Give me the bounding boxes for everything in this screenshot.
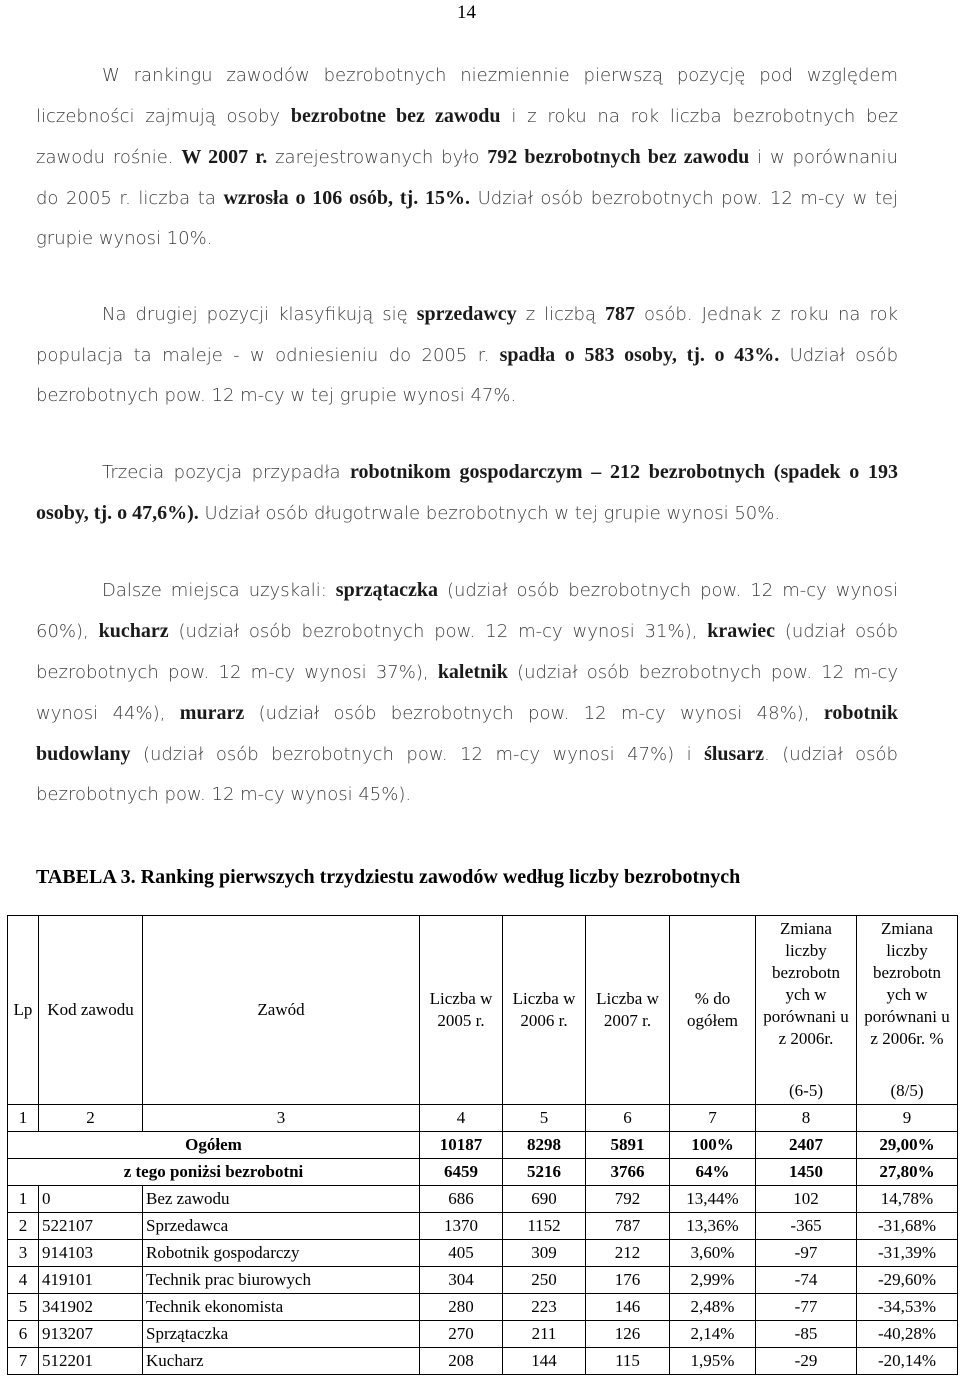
p4-bold-1: sprzątaczka: [335, 579, 438, 601]
table-row: [8, 1348, 958, 1375]
cell-2007: 176: [586, 1267, 670, 1294]
table-row: [8, 1321, 958, 1348]
p1-text-4: i w porównaniu do 2005 r. liczba ta: [36, 147, 898, 209]
cell-2006: 211: [503, 1321, 586, 1348]
cell-2007: 115: [586, 1348, 670, 1375]
cell-zmiana-pct: -31,39%: [857, 1240, 958, 1267]
col-number: 8: [756, 1105, 857, 1132]
paragraph-1: [36, 56, 898, 259]
cell-pct: 64%: [670, 1159, 756, 1186]
summary-label: Ogółem: [8, 1132, 420, 1159]
cell-pct: 2,48%: [670, 1294, 756, 1321]
cell-zmiana: 2407: [756, 1132, 857, 1159]
cell-zmiana-pct: -40,28%: [857, 1321, 958, 1348]
p2-text-2: z liczbą: [525, 304, 596, 325]
p1-bold-3: 792 bezrobotnych bez zawodu: [487, 146, 750, 168]
cell-zmiana: -85: [756, 1321, 857, 1348]
header-pct: % do ogółem: [670, 916, 756, 1105]
p1-bold-1: bezrobotne bez zawodu: [290, 105, 501, 127]
table-row: [8, 1240, 958, 1267]
cell-2006: 690: [503, 1186, 586, 1213]
table-header-row: [8, 916, 958, 1105]
p3-text-2: Udział osób długotrwale bezrobotnych w tej grupie wynosi 50%.: [204, 503, 781, 524]
cell-zmiana: -365: [756, 1213, 857, 1240]
table-row: [8, 1267, 958, 1294]
cell-zmiana-pct: -31,68%: [857, 1213, 958, 1240]
cell-kod: 0: [39, 1186, 143, 1213]
col-number: 9: [857, 1105, 958, 1132]
cell-2006: 5216: [503, 1159, 586, 1186]
ranking-table: [7, 915, 958, 1375]
summary-row-subset: [8, 1159, 958, 1186]
p1-text-1: W rankingu zawodów bezrobotnych niezmiennie pierwszą pozycję pod względem liczebności zajmują osoby: [36, 65, 898, 127]
col-number: 7: [670, 1105, 756, 1132]
cell-2005: 270: [420, 1321, 503, 1348]
cell-2005: 686: [420, 1186, 503, 1213]
cell-2007: 212: [586, 1240, 670, 1267]
p2-bold-3: spadła o 583 osoby, tj. o 43%.: [499, 344, 780, 366]
cell-pct: 13,36%: [670, 1213, 756, 1240]
col-number: 3: [143, 1105, 420, 1132]
p1-bold-2: W 2007 r.: [181, 146, 268, 168]
summary-label: z tego poniżsi bezrobotni: [8, 1159, 420, 1186]
cell-2006: 144: [503, 1348, 586, 1375]
cell-2007: 3766: [586, 1159, 670, 1186]
cell-lp: 6: [8, 1321, 39, 1348]
p4-bold-2: kucharz: [98, 620, 169, 642]
header-zmiana: [756, 916, 857, 1105]
cell-2005: 1370: [420, 1213, 503, 1240]
table-row: [8, 1213, 958, 1240]
paragraph-2: [36, 294, 898, 416]
cell-zmiana-pct: 27,80%: [857, 1159, 958, 1186]
cell-zmiana-pct: -20,14%: [857, 1348, 958, 1375]
p4-text-7: (udział osób bezrobotnych pow. 12 m-cy wynosi 47%) i: [142, 744, 692, 765]
header-zmiana-formula: (6-5): [789, 1081, 823, 1100]
p4-bold-3: krawiec: [707, 620, 775, 642]
p4-text-5: (udział osób bezrobotnych pow. 12 m-cy wynosi 44%),: [36, 662, 898, 724]
cell-pct: 1,95%: [670, 1348, 756, 1375]
cell-2006: 309: [503, 1240, 586, 1267]
cell-2005: 405: [420, 1240, 503, 1267]
cell-zmiana-pct: -29,60%: [857, 1267, 958, 1294]
p2-bold-2: 787: [604, 303, 635, 325]
cell-zmiana-pct: -34,53%: [857, 1294, 958, 1321]
cell-zawod: Robotnik gospodarczy: [143, 1240, 420, 1267]
cell-kod: 914103: [39, 1240, 143, 1267]
cell-zawod: Technik ekonomista: [143, 1294, 420, 1321]
p2-bold-1: sprzedawcy: [416, 303, 517, 325]
header-2006: Liczba w 2006 r.: [503, 916, 586, 1105]
header-zmiana-pct-formula: (8/5): [890, 1081, 924, 1100]
cell-lp: 4: [8, 1267, 39, 1294]
cell-lp: 3: [8, 1240, 39, 1267]
cell-zmiana: -29: [756, 1348, 857, 1375]
cell-lp: 2: [8, 1213, 39, 1240]
cell-2007: 787: [586, 1213, 670, 1240]
cell-2005: 208: [420, 1348, 503, 1375]
p1-text-3: zarejestrowanych było: [275, 147, 480, 168]
cell-zawod: Kucharz: [143, 1348, 420, 1375]
cell-kod: 341902: [39, 1294, 143, 1321]
header-kod: Kod zawodu: [39, 916, 143, 1105]
cell-zawod: Technik prac biurowych: [143, 1267, 420, 1294]
p1-text-5: Udział osób bezrobotnych pow. 12 m-cy w tej grupie wynosi 10%.: [36, 188, 898, 249]
cell-pct: 13,44%: [670, 1186, 756, 1213]
cell-pct: 2,14%: [670, 1321, 756, 1348]
cell-2005: 6459: [420, 1159, 503, 1186]
p3-bold-1: robotnikom gospodarczym – 212 bezrobotnych (spadek o 193 osoby, tj. o 47,6%).: [36, 461, 898, 524]
table-title: TABELA 3. Ranking pierwszych trzydziestu zawodów według liczby bezrobotnych: [36, 866, 741, 888]
col-number: 2: [39, 1105, 143, 1132]
cell-zmiana: -97: [756, 1240, 857, 1267]
cell-zmiana-pct: 29,00%: [857, 1132, 958, 1159]
cell-2006: 223: [503, 1294, 586, 1321]
column-number-row: [8, 1105, 958, 1132]
cell-2005: 280: [420, 1294, 503, 1321]
p4-text-1: Dalsze miejsca uzyskali:: [102, 580, 327, 601]
p4-text-6: (udział osób bezrobotnych pow. 12 m-cy wynosi 48%),: [258, 703, 810, 724]
page-number: 14: [457, 2, 476, 23]
cell-zawod: Sprzątaczka: [143, 1321, 420, 1348]
col-number: 6: [586, 1105, 670, 1132]
cell-kod: 512201: [39, 1348, 143, 1375]
header-zawod: Zawód: [143, 916, 420, 1105]
cell-kod: 913207: [39, 1321, 143, 1348]
header-lp: Lp: [8, 916, 39, 1105]
cell-kod: 522107: [39, 1213, 143, 1240]
cell-zmiana: 1450: [756, 1159, 857, 1186]
cell-2005: 10187: [420, 1132, 503, 1159]
paragraph-3: [36, 452, 898, 534]
cell-2007: 126: [586, 1321, 670, 1348]
cell-zmiana: -77: [756, 1294, 857, 1321]
cell-2005: 304: [420, 1267, 503, 1294]
cell-zawod: Sprzedawca: [143, 1213, 420, 1240]
p2-text-1: Na drugiej pozycji klasyfikują się: [102, 304, 408, 325]
table-row: [8, 1186, 958, 1213]
cell-pct: 2,99%: [670, 1267, 756, 1294]
header-zmiana-text: Zmiana liczby bezrobotn ych w porównani u z 2006r.: [763, 919, 849, 1048]
p4-bold-6: robotnik budowlany: [36, 702, 898, 765]
header-zmiana-pct-text: Zmiana liczby bezrobotn ych w porównani u z 2006r. %: [864, 919, 950, 1048]
p2-text-3: osób. Jednak z roku na rok populacja ta maleje - w odniesieniu do 2005 r.: [36, 304, 898, 366]
cell-zmiana: 102: [756, 1186, 857, 1213]
header-2007: Liczba w 2007 r.: [586, 916, 670, 1105]
cell-2006: 250: [503, 1267, 586, 1294]
p4-text-8: . (udział osób bezrobotnych pow. 12 m-cy wynosi 45%).: [36, 744, 898, 805]
cell-lp: 7: [8, 1348, 39, 1375]
cell-zmiana-pct: 14,78%: [857, 1186, 958, 1213]
table-row: [8, 1294, 958, 1321]
cell-2007: 792: [586, 1186, 670, 1213]
p2-text-4: Udział osób bezrobotnych pow. 12 m-cy w tej grupie wynosi 47%.: [36, 345, 898, 406]
cell-2007: 146: [586, 1294, 670, 1321]
col-number: 5: [503, 1105, 586, 1132]
cell-2007: 5891: [586, 1132, 670, 1159]
cell-2006: 8298: [503, 1132, 586, 1159]
paragraph-4: [36, 570, 898, 815]
p3-text-1: Trzecia pozycja przypadła: [102, 462, 341, 483]
p4-bold-5: murarz: [179, 702, 245, 724]
cell-pct: 100%: [670, 1132, 756, 1159]
col-number: 1: [8, 1105, 39, 1132]
cell-kod: 419101: [39, 1267, 143, 1294]
p4-text-2: (udział osób bezrobotnych pow. 12 m-cy wynosi 60%),: [36, 580, 898, 642]
cell-lp: 5: [8, 1294, 39, 1321]
p1-text-2: i z roku na rok liczba bezrobotnych bez zawodu rośnie.: [36, 106, 898, 168]
header-2005: Liczba w 2005 r.: [420, 916, 503, 1105]
p1-bold-4: wzrosła o 106 osób, tj. 15%.: [223, 187, 471, 209]
cell-zmiana: -74: [756, 1267, 857, 1294]
p4-text-4: (udział osób bezrobotnych pow. 12 m-cy wynosi 37%),: [36, 621, 898, 683]
p4-bold-4: kaletnik: [437, 661, 508, 683]
cell-lp: 1: [8, 1186, 39, 1213]
p4-bold-7: ślusarz: [704, 743, 765, 765]
cell-pct: 3,60%: [670, 1240, 756, 1267]
col-number: 4: [420, 1105, 503, 1132]
cell-zawod: Bez zawodu: [143, 1186, 420, 1213]
header-zmiana-pct: [857, 916, 958, 1105]
p4-text-3: (udział osób bezrobotnych pow. 12 m-cy wynosi 31%),: [178, 621, 698, 642]
summary-row-total: [8, 1132, 958, 1159]
cell-2006: 1152: [503, 1213, 586, 1240]
